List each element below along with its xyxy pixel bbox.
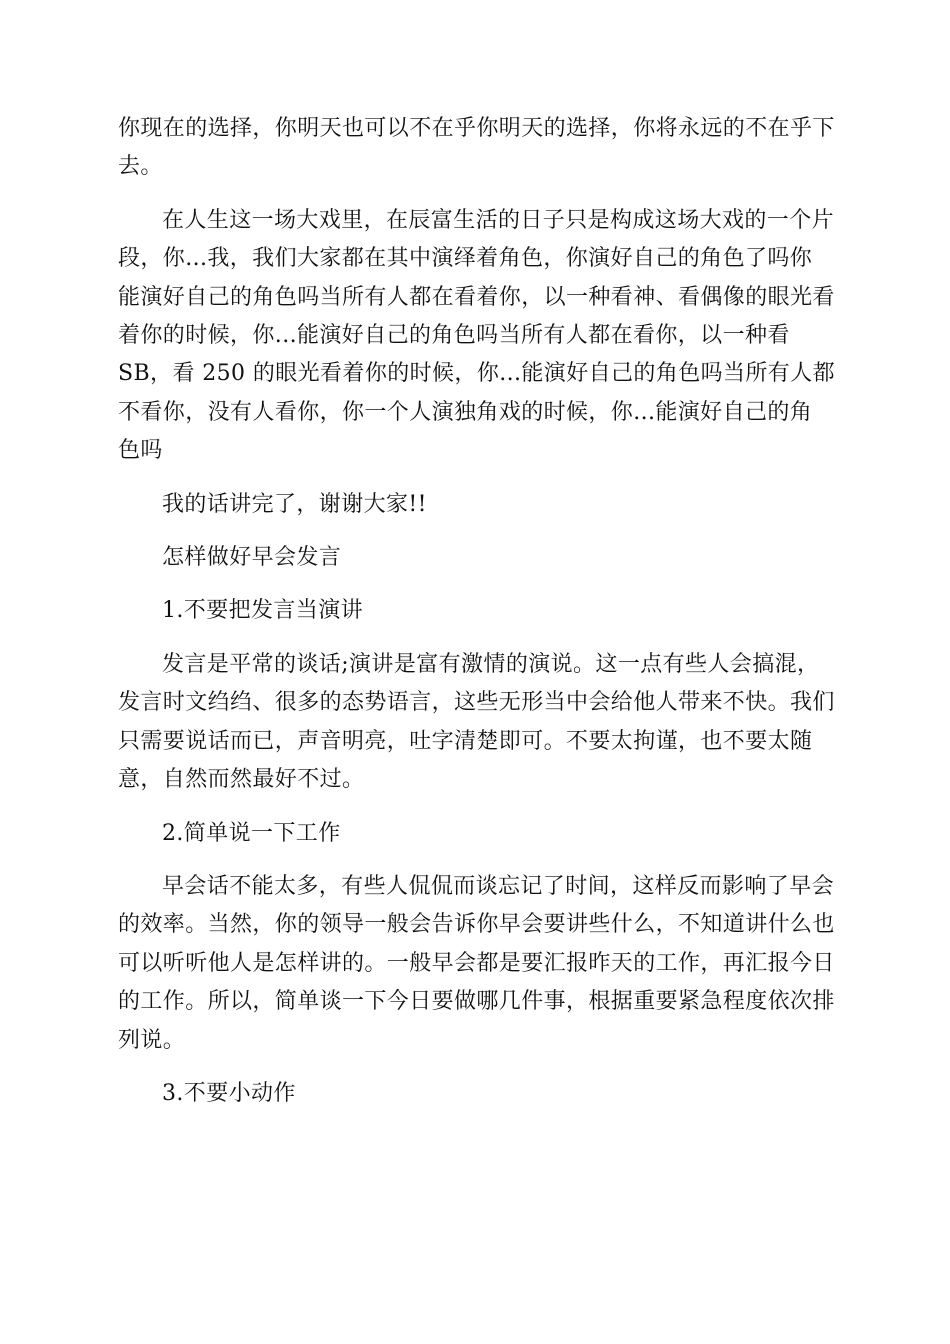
list-item-heading [118, 1075, 834, 1113]
paragraph [118, 868, 834, 1060]
list-item-heading [118, 815, 834, 853]
paragraph [118, 110, 834, 187]
text-line: 发言是平常的谈话;演讲是富有激情的演说。这一点有些人会搞混， [162, 651, 820, 677]
text-line: 发言时文绉绉、很多的态势语言，这些无形当中会给他人带来不快。我们 [118, 690, 835, 716]
text-line: 能演好自己的角色吗当所有人都在看着你，以一种看神、看偶像的眼光看 [118, 284, 835, 310]
text-line: 你现在的选择，你明天也可以不在乎你明天的选择，你将永远的不在乎下 [118, 116, 835, 141]
text-line: 的工作。所以，简单谈一下今日要做哪几件事，根据重要紧急程度依次排 [118, 989, 835, 1015]
text-line: 可以听听他人是怎样讲的。一般早会都是要汇报昨天的工作，再汇报今日 [118, 950, 835, 976]
text-line: 怎样做好早会发言 [162, 545, 342, 571]
text-line: 我的话讲完了，谢谢大家!! [162, 491, 427, 517]
text-line: 早会话不能太多，有些人侃侃而谈忘记了时间，这样反而影响了早会 [162, 873, 835, 899]
text-line: 列说。 [118, 1027, 186, 1053]
closing-remark [118, 486, 834, 524]
text-line: 3.不要小动作 [162, 1080, 296, 1106]
text-line: SB，看 250 的眼光看着你的时候，你...能演好自己的角色吗当所有人都 [118, 361, 835, 387]
text-line: 去。 [118, 154, 163, 180]
text-line: 在人生这一场大戏里，在辰富生活的日子只是构成这场大戏的一个片 [162, 207, 835, 233]
text-line: 色吗 [118, 438, 163, 464]
text-line: 着你的时候，你...能演好自己的角色吗当所有人都在看你，以一种看 [118, 323, 790, 349]
document-page [118, 110, 834, 1128]
list-item-heading [118, 592, 834, 630]
text-line: 意，自然而然最好不过。 [118, 767, 365, 793]
text-line: 不看你，没有人看你，你一个人演独角戏的时候，你...能演好自己的角 [118, 399, 813, 425]
section-heading [118, 539, 834, 577]
text-line: 段，你...我，我们大家都在其中演绎着角色，你演好自己的角色了吗你 [118, 246, 813, 272]
text-line: 只需要说话而已，声音明亮，吐字清楚即可。不要太拘谨，也不要太随 [118, 728, 813, 754]
text-line: 2.简单说一下工作 [162, 820, 341, 846]
paragraph [118, 202, 834, 471]
paragraph [118, 646, 834, 800]
text-line: 的效率。当然，你的领导一般会告诉你早会要讲些什么，不知道讲什么也 [118, 912, 835, 938]
text-line: 1.不要把发言当演讲 [162, 598, 363, 624]
